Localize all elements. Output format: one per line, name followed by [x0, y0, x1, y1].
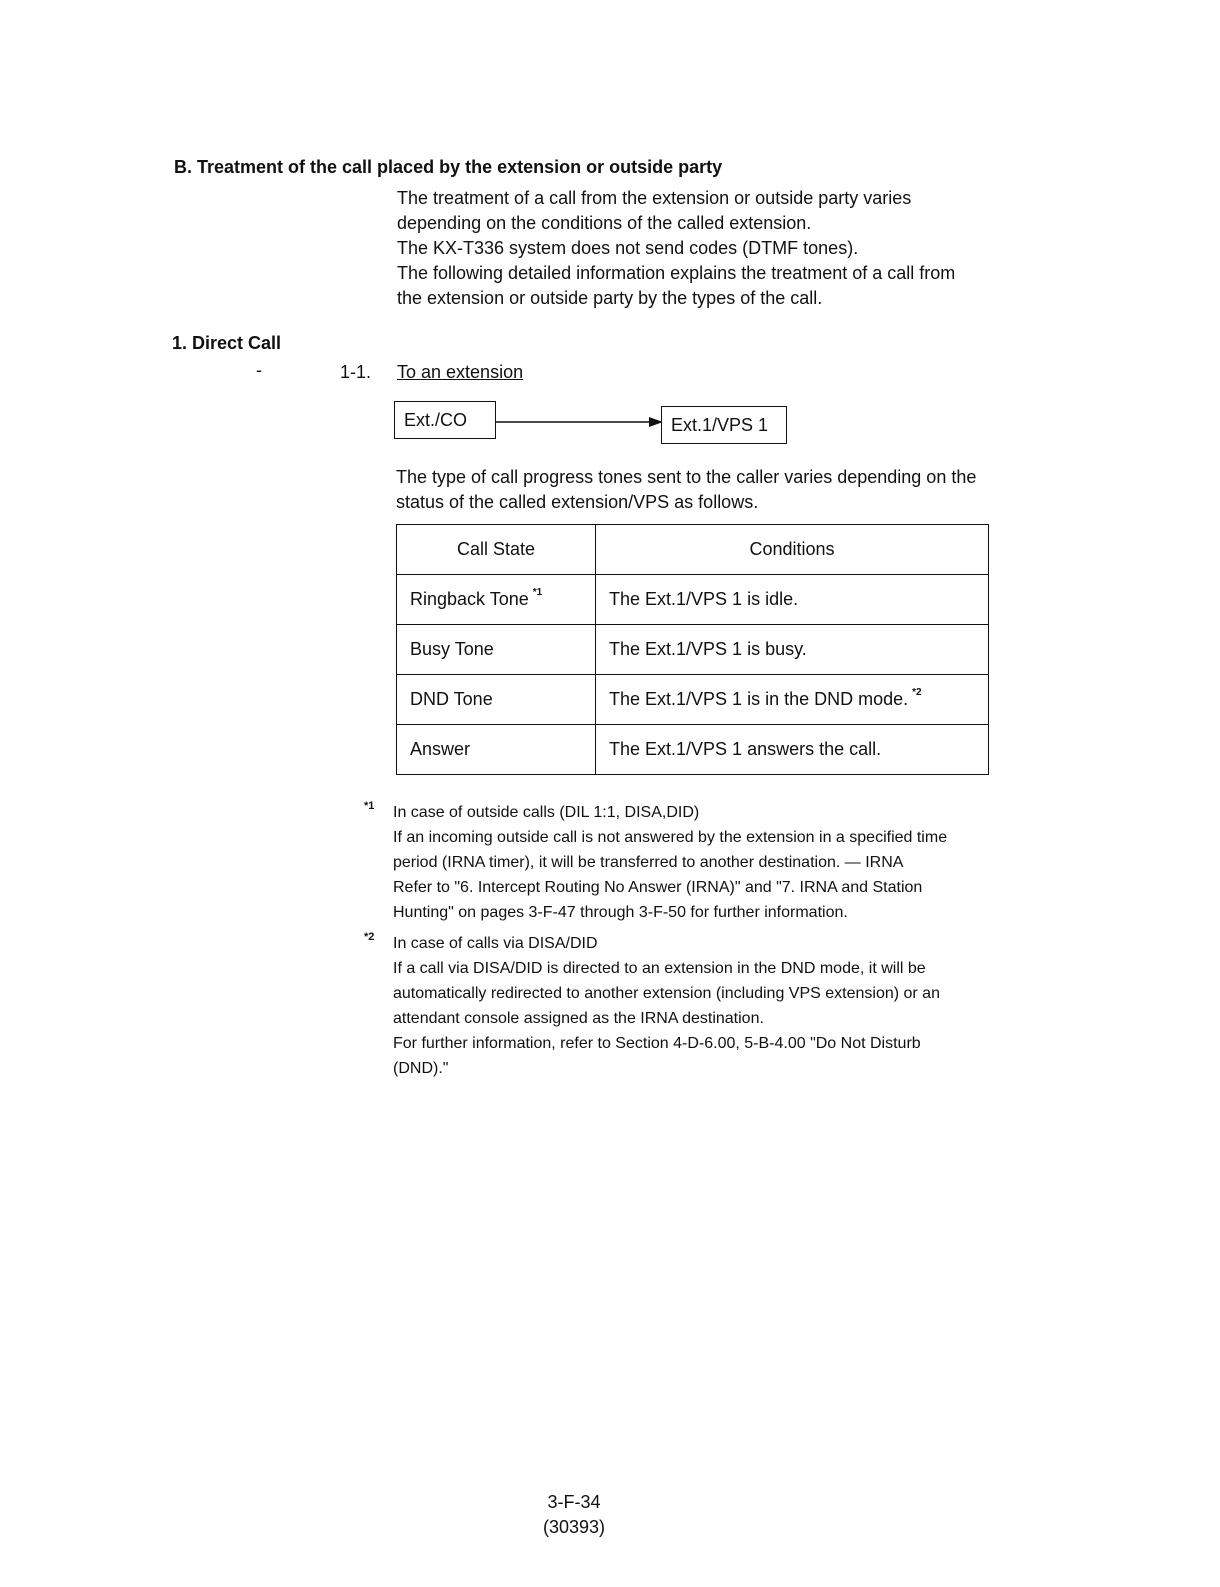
- call-state-cell: [397, 675, 596, 725]
- footnote-1-mark: *1: [364, 800, 375, 812]
- condition-text: The Ext.1/VPS 1 answers the call.: [609, 739, 882, 759]
- paragraph-line: The KX-T336 system does not send codes (DTMF tones).: [397, 238, 859, 258]
- footnote-line: attendant console assigned as the IRNA destination.: [393, 1010, 764, 1027]
- call-state-table: [396, 524, 989, 775]
- condition-cell: [596, 675, 989, 725]
- call-state-cell: [397, 625, 596, 675]
- page-number: 3-F-34: [547, 1492, 601, 1512]
- condition-cell: [596, 575, 989, 625]
- footnote-line: Refer to "6. Intercept Routing No Answer (IRNA)" and "7. IRNA and Station: [393, 879, 923, 896]
- section-b-heading: B. Treatment of the call placed by the extension or outside party: [174, 157, 723, 177]
- footnote-line: automatically redirected to another extension (including VPS extension) or an: [393, 985, 940, 1002]
- condition-cell: [596, 725, 989, 775]
- condition-cell: [596, 625, 989, 675]
- table-row: [397, 725, 989, 775]
- table-intro: [396, 465, 1076, 515]
- section-1-heading: 1. Direct Call: [172, 333, 282, 353]
- footnote-line: In case of calls via DISA/DID: [393, 935, 598, 952]
- table-row: [397, 625, 989, 675]
- section-dash: -: [256, 360, 262, 380]
- paragraph-line: The treatment of a call from the extension or outside party varies: [397, 188, 912, 208]
- paragraph-line: the extension or outside party by the types of the call.: [397, 288, 823, 308]
- condition-text: The Ext.1/VPS 1 is busy.: [609, 639, 807, 659]
- footnote-1: [393, 800, 1073, 925]
- section-b-paragraph: [397, 186, 1077, 311]
- table-row: [397, 575, 989, 625]
- arrow-icon: [495, 410, 665, 430]
- header-call-state: Call State: [397, 525, 596, 575]
- table-row: [397, 675, 989, 725]
- header-conditions: Conditions: [596, 525, 989, 575]
- footnote-line: For further information, refer to Section 4-D-6.00, 5-B-4.00 "Do Not Disturb: [393, 1035, 921, 1052]
- page-footer: [474, 1490, 674, 1540]
- footnote-line: If an incoming outside call is not answered by the extension in a specified time: [393, 829, 948, 846]
- footnote-ref: *2: [912, 687, 922, 698]
- subsection-number: 1-1.: [340, 362, 372, 382]
- call-state-cell: [397, 725, 596, 775]
- condition-text: The Ext.1/VPS 1 is idle.: [609, 589, 799, 609]
- condition-text: The Ext.1/VPS 1 is in the DND mode.: [609, 689, 909, 709]
- call-state-text: Busy Tone: [410, 639, 494, 659]
- call-state-text: DND Tone: [410, 689, 493, 709]
- subsection-title: To an extension: [397, 362, 524, 382]
- footnote-line: In case of outside calls (DIL 1:1, DISA,DID): [393, 804, 700, 821]
- paragraph-line: The following detailed information explains the treatment of a call from: [397, 263, 956, 283]
- footnote-2-mark: *2: [364, 931, 375, 943]
- ext-co-box: Ext./CO: [394, 401, 496, 439]
- call-state-cell: [397, 575, 596, 625]
- footnote-line: If a call via DISA/DID is directed to an extension in the DND mode, it will be: [393, 960, 926, 977]
- document-code: (30393): [542, 1517, 606, 1537]
- intro-line: The type of call progress tones sent to the caller varies depending on the: [396, 467, 977, 487]
- ext-vps-box: Ext.1/VPS 1: [661, 406, 787, 444]
- call-state-text: Ringback Tone: [410, 589, 529, 609]
- intro-line: status of the called extension/VPS as follows.: [396, 492, 759, 512]
- paragraph-line: depending on the conditions of the called extension.: [397, 213, 812, 233]
- call-state-text: Answer: [410, 739, 471, 759]
- footnote-ref: *1: [532, 587, 543, 598]
- footnote-line: Hunting" on pages 3-F-47 through 3-F-50 for further information.: [393, 904, 848, 921]
- table-header-row: [397, 525, 989, 575]
- footnote-line: (DND).": [393, 1060, 449, 1077]
- footnote-2: [393, 931, 1073, 1081]
- footnote-line: period (IRNA timer), it will be transferred to another destination. — IRNA: [393, 854, 904, 871]
